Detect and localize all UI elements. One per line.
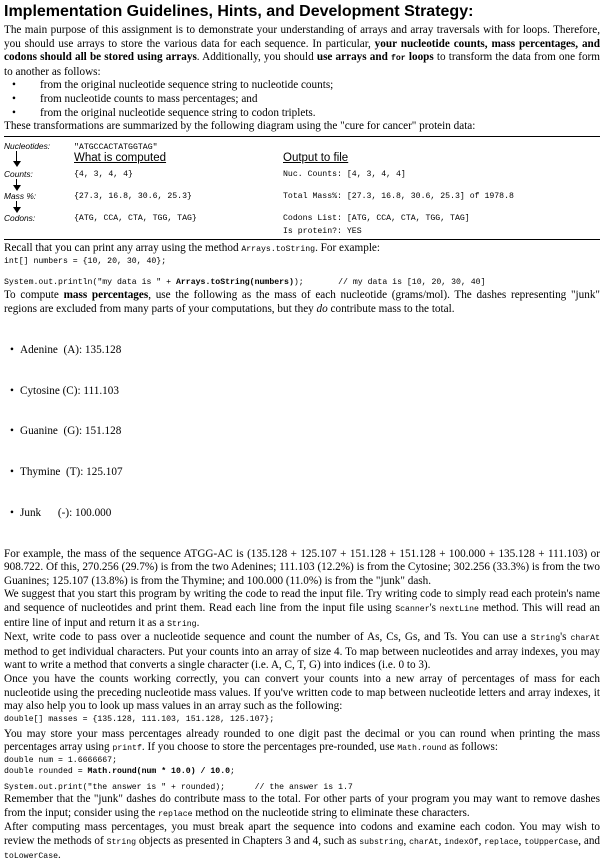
mass-list	[4, 317, 600, 548]
arrow-down-icon	[13, 151, 21, 167]
diagram-sequence: "ATGCCACTATGGTAG"	[74, 142, 158, 152]
output-counts: Nuc. Counts: [4, 3, 4, 4]	[283, 169, 406, 179]
junk-paragraph: Remember that the "junk" dashes do contribute mass to the total. For other parts of your program you may want to remove dashes from the input; consider using the replace method on the nucleotide string to eliminate these characters.	[4, 792, 600, 819]
diagram-intro: These transformations are summarized by the following diagram using the "cure for cancer" protein data:	[4, 120, 476, 133]
list-item: • Thymine (T): 125.107	[4, 466, 600, 480]
code-line: System.out.print("the answer is " + rounded); // the answer is 1.7	[4, 782, 353, 792]
output-heading: Output to file	[283, 151, 349, 164]
diagram-codons: {ATG, CCA, CTA, TGG, TAG}	[74, 213, 197, 223]
code-line: double num = 1.6666667;	[4, 755, 118, 765]
code-line: int[] numbers = {10, 20, 30, 40};	[4, 257, 167, 267]
diagram-label-codons: Codons:	[4, 212, 36, 223]
diagram-label-counts: Counts:	[4, 168, 33, 179]
list-item: • from nucleotide counts to mass percentages; and	[4, 93, 600, 107]
code-line: double[] masses = {135.128, 111.103, 151.128, 125.107};	[4, 714, 275, 724]
output-codons: Codons List: [ATG, CCA, CTA, TGG, TAG]	[283, 213, 470, 223]
diagram-counts: {4, 3, 4, 4}	[74, 169, 133, 179]
transform-list	[4, 79, 600, 120]
list-item: • Guanine (G): 151.128	[4, 425, 600, 439]
code-line: System.out.println("my data is " + Arrays.toString(numbers)); // my data is [10, 20, 30, 40]	[4, 278, 486, 288]
arrow-down-icon	[13, 201, 21, 213]
counting-paragraph: Next, write code to pass over a nucleotide sequence and count the number of As, Cs, Gs, and Ts. You can use a String's charAt method to get individual characters. Put your counts into an array of size 4. To map between nucleotides and array indexes, you may want to write a method that converts a single character (i.e. A, C, T, G) into indices (i.e. 0 to 3).	[4, 631, 600, 672]
output-mass: Total Mass%: [27.3, 16.8, 30.6, 25.3] of 1978.8	[283, 191, 514, 201]
transformation-diagram	[4, 136, 600, 240]
list-item: • Adenine (A): 135.128	[4, 344, 600, 358]
diagram-mass: {27.3, 16.8, 30.6, 25.3}	[74, 191, 192, 201]
computed-heading: What is computed	[74, 151, 167, 164]
mass-paragraph: To compute mass percentages, use the following as the mass of each nucleotide (grams/mol). The dashes representing "junk" regions are excluded from many parts of your computations, but they do contribute mass to the total.	[4, 289, 600, 315]
suggestion-paragraph: We suggest that you start this program by writing the code to read the input file. Try writing code to simply read each protein's name and sequence of nucleotides and print them. Read each line from the input file using Scanner's nextLine method. This will read an entire line of input and return it as a String.	[4, 588, 601, 629]
diagram-label-mass: Mass %:	[4, 190, 37, 201]
page-title: Implementation Guidelines, Hints, and Development Strategy:	[4, 3, 474, 20]
intro-paragraph: The main purpose of this assignment is to demonstrate your understanding of arrays and array traversals with for loops. Therefore, you should use arrays to store the various data for each sequence. In particular, your nucleotide counts, mass percentages, and codons should all be stored using arrays. Additionally, you should use arrays and for loops to transform the data from one form to another as follows:	[4, 24, 600, 78]
example-paragraph: For example, the mass of the sequence ATGG-AC is (135.128 + 125.107 + 151.128 + 151.128 + 100.000 + 135.128 + 111.103) or 908.722. Of this, 270.256 (29.7%) is from the two Adenines; 111.103 (12.2%) is from the Cytosine; 302.256 (33.3%) is from the two Guanines; 125.107 (13.8%) is from the Thymine; and 100.000 (11.0%) is from the "junk" dash.	[4, 547, 600, 587]
diagram-label-nucleotides: Nucleotides:	[4, 140, 51, 151]
recall-paragraph: Recall that you can print any array using the method Arrays.toString. For example:	[4, 241, 380, 254]
list-item: • Cytosine (C): 111.103	[4, 385, 600, 399]
rounding-paragraph: You may store your mass percentages already rounded to one digit past the decimal or you can round when printing the mass percentages array using printf. If you choose to store the percentages pre-rounded, use Math.round as follows:	[4, 727, 600, 754]
list-item: • from the original nucleotide sequence string to nucleotide counts;	[4, 79, 600, 93]
code-line: double rounded = Math.round(num * 10.0) / 10.0;	[4, 766, 235, 776]
percentages-paragraph: Once you have the counts working correctly, you can convert your counts into a new array of percentages of mass for each nucleotide using the preceding nucleotide mass values. If you've written code to map between nucleotide letters and array indexes, it may also help you to look up mass values in an array such as the following:	[4, 672, 600, 713]
arrow-down-icon	[13, 179, 21, 191]
output-protein: Is protein?: YES	[283, 226, 362, 236]
codons-paragraph: After computing mass percentages, you must break apart the sequence into codons and examine each codon. You may wish to review the methods of String objects as presented in Chapters 3 and 4, such as substring, charAt, indexOf, replace, toUpperCase, and toLowerCase.	[4, 821, 601, 862]
list-item: • from the original nucleotide sequence string to codon triplets.	[4, 107, 600, 121]
list-item: • Junk (-): 100.000	[4, 507, 600, 521]
